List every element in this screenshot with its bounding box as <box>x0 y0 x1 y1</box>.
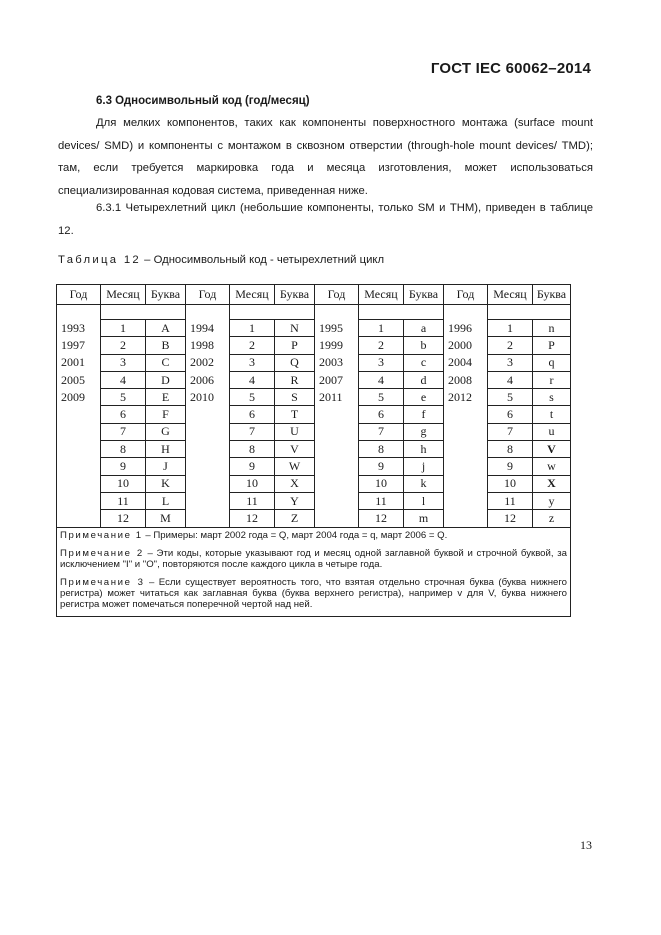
year-cell <box>444 475 488 492</box>
month-cell: 2 <box>101 337 146 354</box>
month-cell: 7 <box>101 423 146 440</box>
month-cell: 1 <box>230 320 275 337</box>
letter-cell: N <box>275 320 315 337</box>
section-paragraph-2: 6.3.1 Четырехлетний цикл (небольшие компоненты, только SM и THM), приведен в таблице 12. <box>58 202 593 237</box>
note-1-label: Примечание 1 <box>60 529 143 541</box>
month-cell: 1 <box>101 320 146 337</box>
spacer-cell <box>444 305 488 320</box>
year-cell: 1995 <box>315 320 359 337</box>
column-header: Буква <box>404 285 444 305</box>
table-row <box>57 337 571 354</box>
section-paragraph-1: Для мелких компонентов, таких как компоненты поверхностного монтажа (surface mount devices/ SMD) и компоненты с монтажом в сквозном отверстии (through-hole mount devices/ TMD); там, если требуется маркировка года и месяца изготовления, может использоваться специализированная кодовая система, приведенная ниже. <box>58 117 593 197</box>
year-cell: 1997 <box>57 337 101 354</box>
letter-cell: g <box>404 423 444 440</box>
spacer-cell <box>315 305 359 320</box>
letter-cell: F <box>146 406 186 423</box>
letter-cell: X <box>275 475 315 492</box>
spacer-cell <box>57 305 101 320</box>
letter-cell: w <box>533 458 571 475</box>
month-cell: 11 <box>230 492 275 509</box>
column-header: Год <box>444 285 488 305</box>
month-cell: 11 <box>101 492 146 509</box>
year-cell: 2003 <box>315 354 359 371</box>
column-header: Буква <box>146 285 186 305</box>
code-table <box>56 284 571 617</box>
month-cell: 2 <box>488 337 533 354</box>
year-cell <box>186 510 230 527</box>
column-header: Год <box>57 285 101 305</box>
month-cell: 10 <box>101 475 146 492</box>
table-row <box>57 441 571 458</box>
month-cell: 10 <box>488 475 533 492</box>
column-header: Буква <box>275 285 315 305</box>
spacer-cell <box>101 305 186 320</box>
year-cell <box>315 441 359 458</box>
year-cell <box>57 406 101 423</box>
month-cell: 8 <box>488 441 533 458</box>
letter-cell: j <box>404 458 444 475</box>
month-cell: 9 <box>101 458 146 475</box>
letter-cell: s <box>533 389 571 406</box>
year-cell <box>186 492 230 509</box>
year-cell <box>315 423 359 440</box>
letter-cell: Z <box>275 510 315 527</box>
letter-cell: y <box>533 492 571 509</box>
column-header: Год <box>186 285 230 305</box>
year-cell <box>186 458 230 475</box>
table-row <box>57 458 571 475</box>
letter-cell: T <box>275 406 315 423</box>
letter-cell: f <box>404 406 444 423</box>
year-cell: 2012 <box>444 389 488 406</box>
year-cell: 1999 <box>315 337 359 354</box>
month-cell: 5 <box>488 389 533 406</box>
note-1-text: – Примеры: март 2002 года = Q, март 2004 года = q, март 2006 = Q. <box>142 529 448 541</box>
letter-cell: R <box>275 371 315 388</box>
letter-cell: m <box>404 510 444 527</box>
year-cell <box>57 458 101 475</box>
month-cell: 3 <box>359 354 404 371</box>
year-cell <box>186 423 230 440</box>
year-cell <box>57 441 101 458</box>
month-cell: 8 <box>101 441 146 458</box>
letter-cell: t <box>533 406 571 423</box>
year-cell: 1994 <box>186 320 230 337</box>
month-cell: 12 <box>230 510 275 527</box>
year-cell: 2005 <box>57 371 101 388</box>
note-2-text: – Эти коды, которые указывают год и месяц одной заглавной буквой и строчной буквой, за исключением "I" и "O", повторяются после каждого цикла в четыре года. <box>60 547 567 570</box>
month-cell: 6 <box>488 406 533 423</box>
table-note-1 <box>60 530 567 541</box>
table-caption <box>58 254 384 266</box>
spacer-cell <box>230 305 315 320</box>
letter-cell: J <box>146 458 186 475</box>
letter-cell: b <box>404 337 444 354</box>
letter-cell: c <box>404 354 444 371</box>
table-row <box>57 492 571 509</box>
letter-cell: L <box>146 492 186 509</box>
letter-cell: A <box>146 320 186 337</box>
month-cell: 4 <box>230 371 275 388</box>
table-row <box>57 423 571 440</box>
month-cell: 10 <box>359 475 404 492</box>
month-cell: 2 <box>230 337 275 354</box>
month-cell: 12 <box>488 510 533 527</box>
month-cell: 7 <box>230 423 275 440</box>
month-cell: 5 <box>359 389 404 406</box>
year-cell <box>315 510 359 527</box>
table-row <box>57 475 571 492</box>
letter-cell: B <box>146 337 186 354</box>
column-header: Месяц <box>488 285 533 305</box>
letter-cell: d <box>404 371 444 388</box>
month-cell: 10 <box>230 475 275 492</box>
year-cell <box>315 458 359 475</box>
table-caption-dash: – <box>141 254 154 266</box>
month-cell: 12 <box>101 510 146 527</box>
note-2-label: Примечание 2 <box>60 547 144 559</box>
month-cell: 6 <box>230 406 275 423</box>
letter-cell: a <box>404 320 444 337</box>
year-cell: 2002 <box>186 354 230 371</box>
table-row <box>57 371 571 388</box>
month-cell: 5 <box>101 389 146 406</box>
letter-cell: H <box>146 441 186 458</box>
letter-cell: z <box>533 510 571 527</box>
year-cell <box>444 406 488 423</box>
month-cell: 5 <box>230 389 275 406</box>
letter-cell: V <box>533 441 571 458</box>
year-cell: 1996 <box>444 320 488 337</box>
month-cell: 2 <box>359 337 404 354</box>
year-cell <box>315 475 359 492</box>
table-row <box>57 320 571 337</box>
table-row <box>57 354 571 371</box>
month-cell: 9 <box>230 458 275 475</box>
month-cell: 11 <box>359 492 404 509</box>
letter-cell: E <box>146 389 186 406</box>
month-cell: 7 <box>359 423 404 440</box>
letter-cell: X <box>533 475 571 492</box>
month-cell: 3 <box>101 354 146 371</box>
letter-cell: C <box>146 354 186 371</box>
year-cell <box>57 492 101 509</box>
year-cell: 2011 <box>315 389 359 406</box>
spacer-cell <box>359 305 444 320</box>
year-cell: 1993 <box>57 320 101 337</box>
year-cell <box>315 406 359 423</box>
letter-cell: S <box>275 389 315 406</box>
year-cell: 2004 <box>444 354 488 371</box>
table-spacer-row <box>57 305 571 320</box>
month-cell: 4 <box>101 371 146 388</box>
table-row <box>57 510 571 527</box>
month-cell: 7 <box>488 423 533 440</box>
table-header-row <box>57 285 571 305</box>
column-header: Месяц <box>101 285 146 305</box>
month-cell: 9 <box>488 458 533 475</box>
letter-cell: V <box>275 441 315 458</box>
letter-cell: K <box>146 475 186 492</box>
letter-cell: k <box>404 475 444 492</box>
letter-cell: W <box>275 458 315 475</box>
year-cell: 2007 <box>315 371 359 388</box>
table-caption-label: Таблица 12 <box>58 254 141 266</box>
letter-cell: G <box>146 423 186 440</box>
year-cell <box>186 475 230 492</box>
table-note-2 <box>60 548 567 570</box>
letter-cell: q <box>533 354 571 371</box>
month-cell: 12 <box>359 510 404 527</box>
year-cell <box>57 423 101 440</box>
year-cell <box>57 475 101 492</box>
month-cell: 3 <box>488 354 533 371</box>
year-cell <box>186 441 230 458</box>
letter-cell: r <box>533 371 571 388</box>
document-standard-code: ГОСТ IEC 60062–2014 <box>430 60 591 77</box>
year-cell: 2009 <box>57 389 101 406</box>
table-note-3 <box>60 577 567 610</box>
column-header: Буква <box>533 285 571 305</box>
letter-cell: M <box>146 510 186 527</box>
letter-cell: h <box>404 441 444 458</box>
month-cell: 1 <box>359 320 404 337</box>
table-caption-title: Односимвольный код - четырехлетний цикл <box>153 254 385 266</box>
section-heading: 6.3 Односимвольный код (год/месяц) <box>96 95 310 107</box>
month-cell: 6 <box>359 406 404 423</box>
note-3-label: Примечание 3 <box>60 576 145 588</box>
year-cell: 2001 <box>57 354 101 371</box>
month-cell: 6 <box>101 406 146 423</box>
letter-cell: P <box>275 337 315 354</box>
month-cell: 9 <box>359 458 404 475</box>
year-cell <box>444 458 488 475</box>
year-cell <box>186 406 230 423</box>
letter-cell: e <box>404 389 444 406</box>
year-cell: 2008 <box>444 371 488 388</box>
year-cell <box>444 510 488 527</box>
table-row <box>57 406 571 423</box>
page-number: 13 <box>580 838 592 852</box>
note-3-text: – Если существует вероятность того, что взятая отдельно строчная буква (буква нижнего регистра) может читаться как заглавная буква (буква верхнего регистра), например v для V, буква нижнего регистра может помечаться поперечной чертой над ней. <box>60 576 567 610</box>
month-cell: 8 <box>230 441 275 458</box>
month-cell: 1 <box>488 320 533 337</box>
letter-cell: n <box>533 320 571 337</box>
year-cell <box>57 510 101 527</box>
year-cell: 2010 <box>186 389 230 406</box>
letter-cell: u <box>533 423 571 440</box>
spacer-cell <box>488 305 571 320</box>
letter-cell: U <box>275 423 315 440</box>
year-cell: 2000 <box>444 337 488 354</box>
letter-cell: D <box>146 371 186 388</box>
year-cell: 1998 <box>186 337 230 354</box>
letter-cell: P <box>533 337 571 354</box>
year-cell <box>315 492 359 509</box>
year-cell <box>444 423 488 440</box>
letter-cell: Q <box>275 354 315 371</box>
month-cell: 3 <box>230 354 275 371</box>
year-cell: 2006 <box>186 371 230 388</box>
month-cell: 4 <box>359 371 404 388</box>
year-cell <box>444 492 488 509</box>
month-cell: 8 <box>359 441 404 458</box>
table-notes <box>57 527 571 616</box>
column-header: Месяц <box>359 285 404 305</box>
column-header: Год <box>315 285 359 305</box>
month-cell: 11 <box>488 492 533 509</box>
column-header: Месяц <box>230 285 275 305</box>
year-cell <box>444 441 488 458</box>
letter-cell: l <box>404 492 444 509</box>
table-row <box>57 389 571 406</box>
month-cell: 4 <box>488 371 533 388</box>
spacer-cell <box>186 305 230 320</box>
letter-cell: Y <box>275 492 315 509</box>
